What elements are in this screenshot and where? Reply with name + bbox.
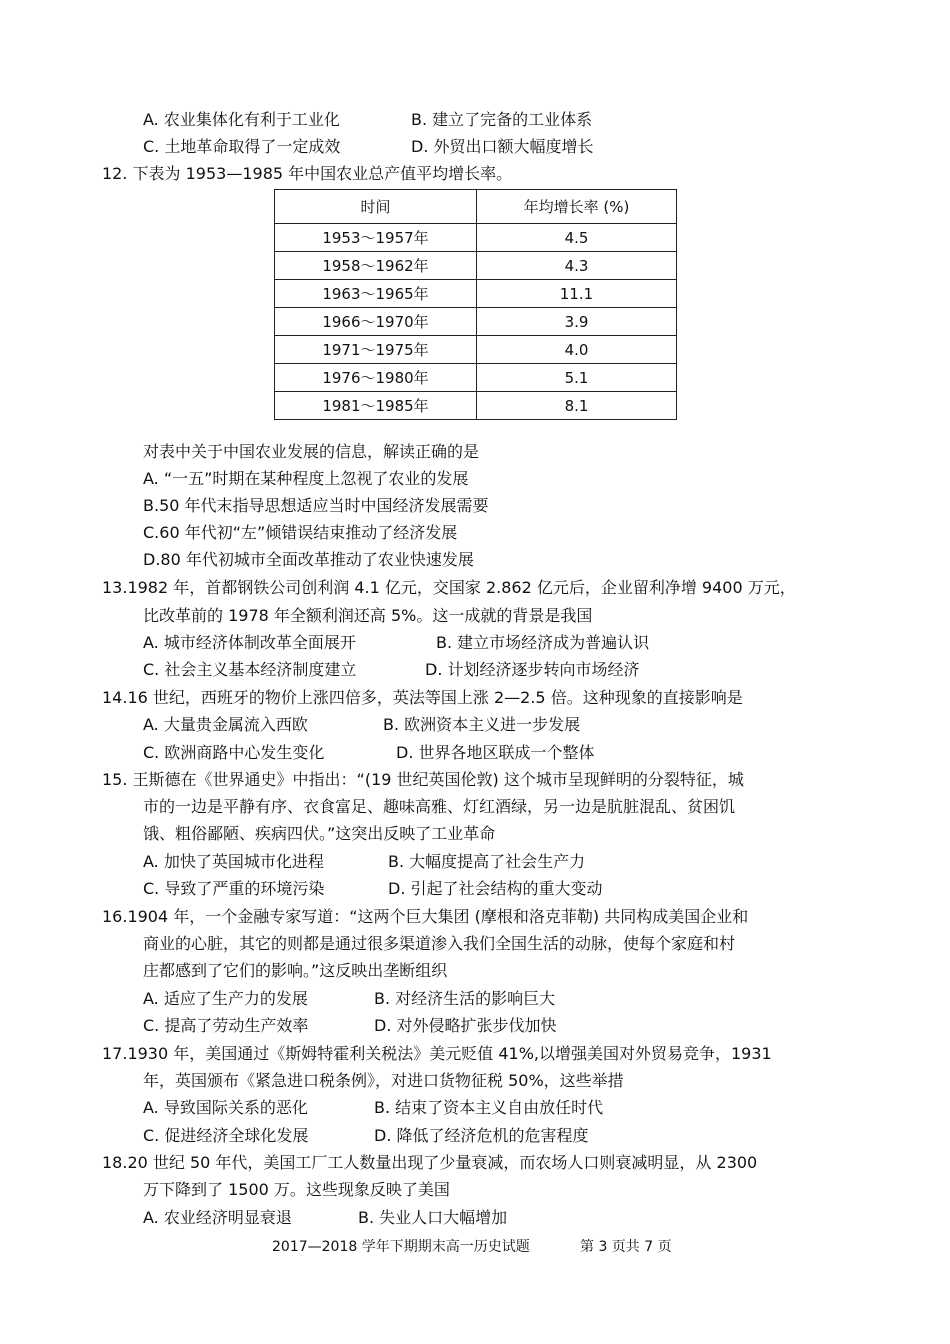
q15-stem-line-2: 市的一边是平静有序、衣食富足、趣味高雅、灯红酒绿，另一边是肮脏混乱、贫困饥 — [143, 797, 736, 816]
table-cell-period: 1976～1980年 — [275, 364, 477, 392]
q16-stem-line-1: 16.1904 年，一个金融专家写道：“这两个巨大集团 (摩根和洛克菲勒) 共同构成美国企业和 — [102, 907, 749, 926]
q17-stem-line-2: 年，英国颁布《紧急进口税条例》，对进口货物征税 50%，这些举措 — [143, 1071, 624, 1090]
table-cell-period: 1963～1965年 — [275, 280, 477, 308]
table-row — [275, 336, 677, 364]
q12-stem: 12. 下表为 1953—1985 年中国农业总产值平均增长率。 — [102, 164, 513, 183]
table-cell-period: 1953～1957年 — [275, 224, 477, 252]
table-header-rate: 年均增长率 (%) — [477, 190, 677, 224]
q14-stem: 14.16 世纪，西班牙的物价上涨四倍多，英法等国上涨 2—2.5 倍。这种现象的直接影响是 — [102, 688, 743, 707]
q13-stem-line-1: 13.1982 年，首都钢铁公司创利润 4.1 亿元，交国家 2.862 亿元后，企业留利净增 9400 万元， — [102, 578, 796, 597]
table-row — [275, 252, 677, 280]
q17-option-d: D. 降低了经济危机的危害程度 — [374, 1126, 589, 1145]
q18-stem-line-1: 18.20 世纪 50 年代，美国工厂工人数量出现了少量衰减，而农场人口则衰减明显，从 2300 — [102, 1153, 758, 1172]
q11-option-c: C. 土地革命取得了一定成效 — [143, 137, 341, 156]
q16-stem-line-3: 庄都感到了它们的影响。”这反映出垄断组织 — [143, 961, 448, 980]
footer-page-number: 第 3 页共 7 页 — [580, 1239, 672, 1255]
q13-option-b: B. 建立市场经济成为普遍认识 — [436, 633, 650, 652]
growth-rate-table — [274, 189, 677, 420]
table-cell-rate: 4.5 — [477, 224, 677, 252]
table-row — [275, 224, 677, 252]
table-cell-rate: 5.1 — [477, 364, 677, 392]
table-cell-period: 1966～1970年 — [275, 308, 477, 336]
q16-option-b: B. 对经济生活的影响巨大 — [374, 989, 556, 1008]
q12-option-d: D.80 年代初城市全面改革推动了农业快速发展 — [143, 550, 474, 569]
q17-option-a: A. 导致国际关系的恶化 — [143, 1098, 308, 1117]
q11-option-d: D. 外贸出口额大幅度增长 — [411, 137, 594, 156]
q14-option-b: B. 欧洲资本主义进一步发展 — [383, 715, 581, 734]
q16-stem-line-2: 商业的心脏，其它的则都是通过很多渠道渗入我们全国生活的动脉，使每个家庭和村 — [143, 934, 736, 953]
table-cell-period: 1958～1962年 — [275, 252, 477, 280]
q15-stem-line-3: 饿、粗俗鄙陋、疾病四伏。”这突出反映了工业革命 — [143, 824, 496, 843]
q15-option-c: C. 导致了严重的环境污染 — [143, 879, 325, 898]
q16-option-d: D. 对外侵略扩张步伐加快 — [374, 1016, 557, 1035]
table-row — [275, 308, 677, 336]
table-cell-rate: 11.1 — [477, 280, 677, 308]
q18-stem-line-2: 万下降到了 1500 万。这些现象反映了美国 — [143, 1180, 450, 1199]
q15-option-d: D. 引起了社会结构的重大变动 — [388, 879, 603, 898]
q14-option-a: A. 大量贵金属流入西欧 — [143, 715, 308, 734]
q15-option-b: B. 大幅度提高了社会生产力 — [388, 852, 586, 871]
q16-option-a: A. 适应了生产力的发展 — [143, 989, 308, 1008]
table-row — [275, 392, 677, 420]
q12-option-c: C.60 年代初“左”倾错误结束推动了经济发展 — [143, 523, 458, 542]
table-cell-rate: 4.0 — [477, 336, 677, 364]
table-header-row — [275, 190, 677, 224]
q15-stem-line-1: 15. 王斯德在《世界通史》中指出：“(19 世纪英国伦敦) 这个城市呈现鲜明的分裂特征，城 — [102, 770, 744, 789]
q15-option-a: A. 加快了英国城市化进程 — [143, 852, 324, 871]
q12-option-a: A. “一五”时期在某种程度上忽视了农业的发展 — [143, 469, 469, 488]
table-row — [275, 364, 677, 392]
q16-option-c: C. 提高了劳动生产效率 — [143, 1016, 309, 1035]
q12-prompt: 对表中关于中国农业发展的信息，解读正确的是 — [143, 442, 480, 461]
q13-option-d: D. 计划经济逐步转向市场经济 — [425, 660, 640, 679]
q17-option-c: C. 促进经济全球化发展 — [143, 1126, 309, 1145]
table-cell-rate: 8.1 — [477, 392, 677, 420]
table-cell-period: 1971～1975年 — [275, 336, 477, 364]
q12-option-b: B.50 年代末指导思想适应当时中国经济发展需要 — [143, 496, 489, 515]
footer-exam-title: 2017—2018 学年下期期末高一历史试题 — [272, 1239, 530, 1255]
table-cell-rate: 3.9 — [477, 308, 677, 336]
table-cell-period: 1981～1985年 — [275, 392, 477, 420]
q11-option-b: B. 建立了完备的工业体系 — [411, 110, 593, 129]
q13-stem-line-2: 比改革前的 1978 年全额利润还高 5%。这一成就的背景是我国 — [143, 606, 593, 625]
q14-option-c: C. 欧洲商路中心发生变化 — [143, 743, 325, 762]
q17-option-b: B. 结束了资本主义自由放任时代 — [374, 1098, 604, 1117]
q13-option-c: C. 社会主义基本经济制度建立 — [143, 660, 357, 679]
q18-option-b: B. 失业人口大幅增加 — [358, 1208, 508, 1227]
q17-stem-line-1: 17.1930 年，美国通过《斯姆特霍利关税法》美元贬值 41%,以增强美国对外贸易竞争，1931 — [102, 1044, 772, 1063]
table-cell-rate: 4.3 — [477, 252, 677, 280]
table-header-time: 时间 — [275, 190, 477, 224]
q18-option-a: A. 农业经济明显衰退 — [143, 1208, 292, 1227]
q14-option-d: D. 世界各地区联成一个整体 — [396, 743, 595, 762]
table-row — [275, 280, 677, 308]
q13-option-a: A. 城市经济体制改革全面展开 — [143, 633, 356, 652]
q11-option-a: A. 农业集体化有利于工业化 — [143, 110, 340, 129]
